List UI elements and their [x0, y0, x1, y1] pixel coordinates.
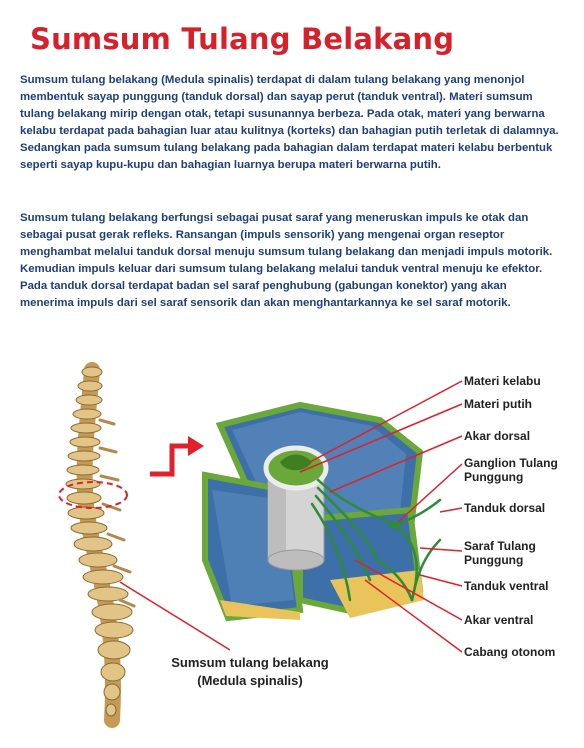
- figure-caption: [150, 654, 350, 690]
- pointer-arrow: [150, 446, 190, 474]
- caption-line2: (Medula spinalis): [197, 673, 303, 688]
- label-ganglion-line2: Punggung: [464, 470, 524, 484]
- page-title: Sumsum Tulang Belakang: [30, 22, 455, 56]
- vertebra-cross-section: [205, 405, 424, 620]
- paragraph-function: Sumsum tulang belakang berfungsi sebagai pusat saraf yang meneruskan impuls ke otak dan sebagai pusat gerak refleks. Ransangan (impuls sensorik) yang mengenai organ reseptor menghambat melalui tanduk dorsal menuju sumsum tulang belakang dan menjadi impuls motorik. Kemudian impuls keluar dari sumsum tulang belakang melalui tanduk ventral menuju ke efektor. Pada tanduk dorsal terdapat badan sel saraf penghubung (gabungan konektor) yang akan menerima impuls dari sel saraf sensorik dan akan menghantarkannya ke sel saraf motorik.: [20, 212, 553, 309]
- label-materi-putih: Materi putih: [464, 397, 532, 411]
- label-saraf-line2: Punggung: [464, 553, 524, 567]
- label-ganglion-line1: Ganglion Tulang: [464, 456, 558, 470]
- label-akar-ventral: Akar ventral: [464, 613, 534, 627]
- label-cabang-otonom: Cabang otonom: [464, 645, 556, 659]
- label-akar-dorsal: Akar dorsal: [464, 429, 531, 443]
- paragraph-intro: Sumsum tulang belakang (Medula spinalis) terdapat di dalam tulang belakang yang menonjol membentuk sayap punggung (tanduk dorsal) dan sayap perut (tanduk ventral). Materi sumsum tulang belakang mirip dengan otak, tetapi susunannya berbeza. Pada otak, materi yang berwarna kelabu terdapat pada bahagian luar atau kulitnya (korteks) dan bahagian putih terletak di dalamnya. Sedangkan pada sumsum tulang belakang pada bahagian dalam terdapat materi kelabu berbentuk seperti sayap kupu-kupu dan bahagian luarnya berupa materi berwarna putih.: [20, 74, 559, 171]
- caption-line1: Sumsum tulang belakang: [171, 655, 329, 670]
- label-saraf-line1: Saraf Tulang: [464, 539, 536, 553]
- label-tanduk-dorsal: Tanduk dorsal: [464, 501, 546, 515]
- label-tanduk-ventral: Tanduk ventral: [464, 579, 549, 593]
- label-materi-kelabu: Materi kelabu: [464, 374, 541, 388]
- spine-illustration: [66, 367, 134, 720]
